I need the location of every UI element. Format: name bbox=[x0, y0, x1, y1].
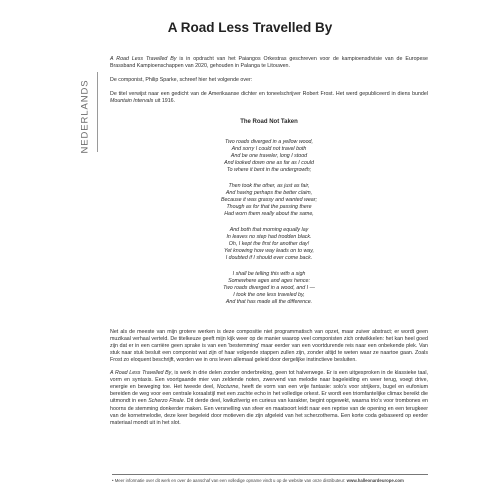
language-tab bbox=[78, 72, 92, 160]
distributor-link[interactable]: www.halleonardeurope.com bbox=[346, 478, 404, 483]
footer-bullet-icon: • bbox=[112, 478, 115, 483]
body-section bbox=[110, 329, 428, 427]
poem-line: Two roads diverged in a yellow wood, bbox=[225, 138, 313, 145]
poem-title: The Road Not Taken bbox=[240, 119, 298, 126]
intro-paragraph-3-text-b: uit 1916. bbox=[153, 98, 176, 105]
poem-line: And looked down one as far as I could bbox=[224, 160, 314, 167]
poem-line: Oh, I kept the first for another day! bbox=[228, 241, 310, 247]
language-tab-label: NEDERLANDS bbox=[79, 79, 91, 153]
intro-paragraph-3 bbox=[110, 91, 428, 105]
body-paragraph-2-text-b: , heeft de vorm van een vrije fantasie: solo's voor strijkers, bugel en eufonium bereiden de weg voor een centrale koraalstijl met een zachte echo in het volledige orkest. Er wordt een triomfantelijke climax bereikt die uitmondt in een bbox=[110, 384, 429, 405]
footer bbox=[112, 478, 428, 483]
poem-line: Because it was grassy and wanted wear; bbox=[221, 196, 317, 203]
body-paragraph-2-text-a: , is werk in drie delen zonder onderbreking, geen tot halverwege. Er is een uitgesproken in de klassieke taal, vorm en syntaxis. Een voortgaande mier van zeldende noten, zwervend van melodie naar bageleiding en weer terug, voegt drive, energie en beweging toe. Het tweede deel, bbox=[110, 370, 428, 391]
poem-line: I took the one less traveled by, bbox=[233, 292, 305, 299]
poem-line: Two roads diverged in a wood, and I — bbox=[223, 285, 315, 292]
intro-section bbox=[110, 56, 428, 105]
poem-line: Had worn them really about the same, bbox=[224, 211, 314, 218]
poem-stanza-2 bbox=[110, 183, 428, 219]
poem-line: I shall be telling this with a sigh bbox=[232, 270, 306, 277]
poem-stanza-4 bbox=[110, 271, 428, 307]
intro-paragraph-2: De componist, Philip Sparke, schreef hier het volgende over: bbox=[110, 77, 253, 84]
poem-line: Then took the other, as just as fair, bbox=[228, 182, 310, 189]
side-divider bbox=[97, 72, 98, 152]
movement-title-scherzo: Scherzo Finale bbox=[148, 398, 184, 405]
poem bbox=[110, 139, 428, 307]
poem-line: Yet knowing how way leads on to way, bbox=[223, 248, 314, 255]
poem-line: And both that morning equally lay bbox=[229, 226, 309, 233]
poem-line: Though as for that the passing there bbox=[226, 204, 312, 211]
main-content bbox=[110, 56, 428, 433]
intro-paragraph-1 bbox=[110, 56, 428, 70]
body-paragraph-2 bbox=[110, 370, 428, 427]
poem-line: And be one traveler, long I stood bbox=[230, 152, 308, 159]
intro-paragraph-3-text-a: De titel verwijst naar een gedicht van de Amerikaanse dichter en toneelschrijver Robert Frost. Het werd gepubliceerd in diens bundel bbox=[110, 91, 428, 98]
body-paragraph-2-text-c: . Dit derde deel, kwikzilverig en curieus van karakter, begint opgewekt, waarna trio's voor trombones en hoorns de stemming donkerder maken. Een versnelling van sfeer en maatsoort leidt naar een reprise van de opening en een terugkeer van de kornetmelodie, deze keer begeleid door motieven die zijn afgeleid van het scherzothema. Een korte coda gebaseerd op eerder materiaal mondt uit in het slot. bbox=[110, 398, 428, 426]
poem-line: And sorry I could not travel both bbox=[231, 145, 307, 152]
intro-paragraph-1-text: is in opdracht van het Paiangos Orkestras geschreven voor de kampioensdivisie van de Europese Brassband Kampioenschappen van 2020, gehouden in Palanga te Litouwen. bbox=[110, 56, 428, 70]
poem-line: I doubted if I should ever come back. bbox=[225, 255, 313, 262]
book-title-italic: Mountain Intervals bbox=[110, 98, 154, 105]
footer-text: Meer informatie over dit werk en over de aanschaf van een volledige opname vindt u op de website van onze distributeur: bbox=[114, 478, 347, 483]
poem-line: And having perhaps the better claim, bbox=[225, 189, 313, 196]
footer-divider bbox=[112, 474, 428, 475]
body-paragraph-1: Net als de meeste van mijn grotere werken is deze compositie niet programmatisch van opzet, maar zuiver abstract; er wordt geen muzikaal verhaal verteld. De titelkeuze geeft mijn kijk weer op de manier waarop veel componisten zich ontwikkelen: het kan heel goed zijn dat er in een carrière geen sprake is van een 'bestemming' maar eerder van een voortdurende reis naar een onbekende plek. Van stuk naar stuk besluit een componist wat zijn of haar volgende stappen zullen zijn, zonder altijd te weten waar ze naartoe gaan. Zoals Frost zo eloquent beschrijft, worden we in ons leven allemaal geleid door dergelijke instinctieve besluiten. bbox=[110, 328, 428, 363]
poem-line: In leaves no step had trodden black. bbox=[226, 233, 312, 240]
movement-title-nocturne: Nocturne bbox=[216, 384, 239, 391]
poem-stanza-3 bbox=[110, 227, 428, 263]
page-title: A Road Less Travelled By bbox=[167, 20, 333, 35]
poem-line: And that has made all the difference. bbox=[225, 299, 313, 306]
work-title-italic: A Road Less Travelled By bbox=[110, 370, 172, 377]
poem-line: To where it bent in the undergrowth; bbox=[226, 167, 312, 174]
poem-line: Somewhere ages and ages hence: bbox=[228, 277, 310, 284]
poem-stanza-1 bbox=[110, 139, 428, 175]
work-title-italic: A Road Less Travelled By bbox=[110, 56, 177, 62]
